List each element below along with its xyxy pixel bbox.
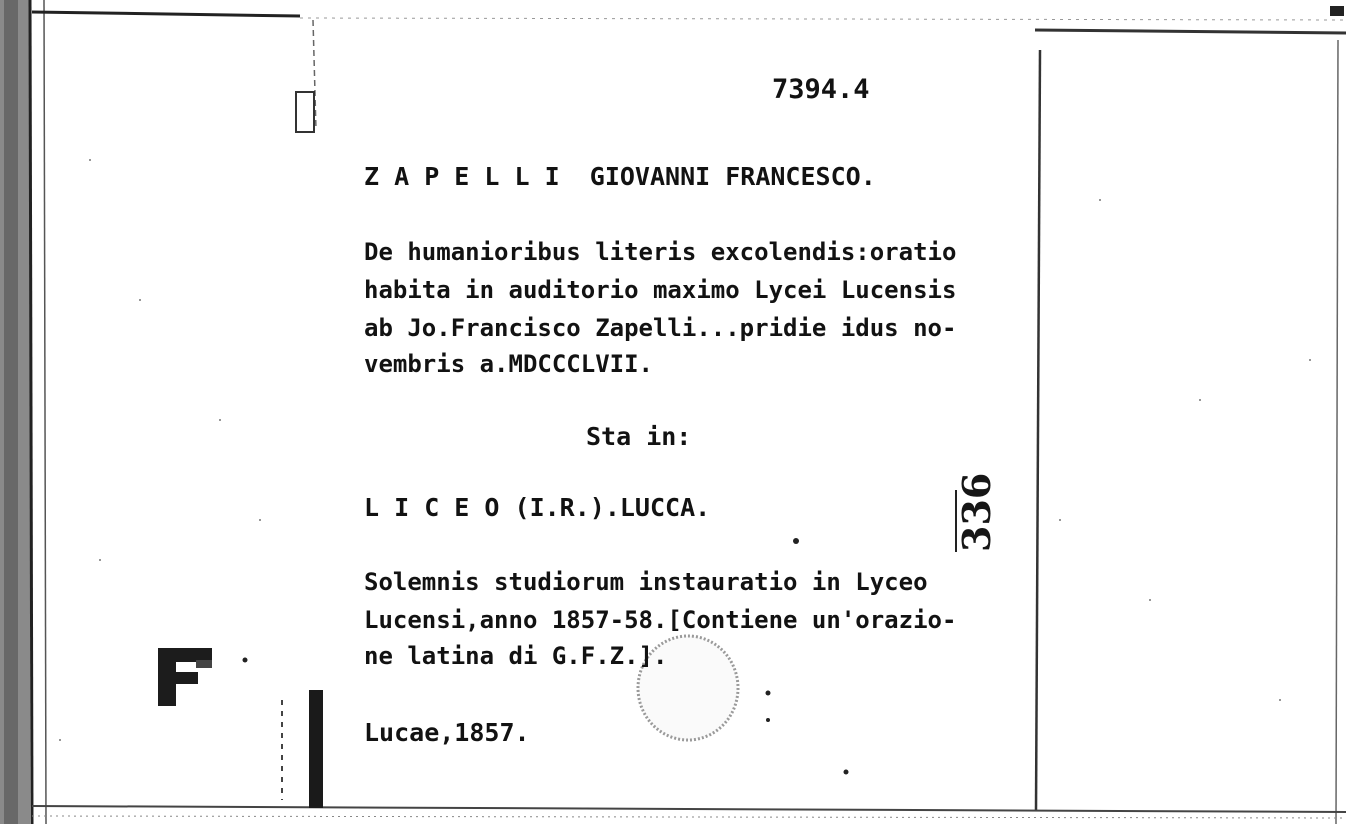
title-line: habita in auditorio maximo Lycei Lucensis bbox=[364, 276, 957, 304]
dot-mark bbox=[844, 770, 849, 775]
title-line: ab Jo.Francisco Zapelli...pridie idus no- bbox=[364, 314, 957, 342]
dot-mark bbox=[243, 658, 248, 663]
catalog-number: 7394.4 bbox=[772, 74, 870, 105]
side-number: 336 bbox=[954, 472, 999, 552]
title-line: De humanioribus literis excolendis:oratio bbox=[364, 238, 957, 266]
far-right-edge bbox=[1336, 40, 1338, 824]
bottom-border-line bbox=[32, 806, 1346, 812]
top-border-line-right bbox=[1035, 30, 1346, 33]
note-line: Solemnis studiorum instauratio in Lyceo bbox=[364, 568, 928, 596]
left-border-line-2 bbox=[44, 0, 46, 824]
sta-in-label: Sta in: bbox=[586, 422, 692, 451]
dot-mark bbox=[766, 718, 770, 722]
author-heading: Z A P E L L I GIOVANNI FRANCESCO. bbox=[364, 162, 876, 191]
series-heading: L I C E O (I.R.).LUCCA. bbox=[364, 493, 711, 522]
card-left-tab bbox=[296, 92, 314, 132]
bottom-dotted-line bbox=[32, 816, 1346, 818]
top-dotted-line bbox=[300, 18, 1346, 20]
left-scan-edge-inner bbox=[4, 0, 18, 824]
note-line: Lucensi,anno 1857-58.[Contiene un'orazio- bbox=[364, 606, 957, 634]
f-stamp bbox=[158, 648, 212, 706]
bottom-left-bar bbox=[309, 690, 323, 808]
card-right-edge bbox=[1036, 50, 1040, 810]
top-border-line bbox=[32, 12, 300, 16]
dot-mark bbox=[766, 691, 771, 696]
title-line: vembris a.MDCCCLVII. bbox=[364, 350, 653, 378]
note-line: ne latina di G.F.Z.]. bbox=[364, 642, 668, 670]
dot-mark bbox=[793, 538, 799, 544]
left-border-line bbox=[30, 0, 32, 824]
top-right-mark bbox=[1330, 6, 1344, 16]
imprint-place-date: Lucae,1857. bbox=[364, 718, 530, 747]
